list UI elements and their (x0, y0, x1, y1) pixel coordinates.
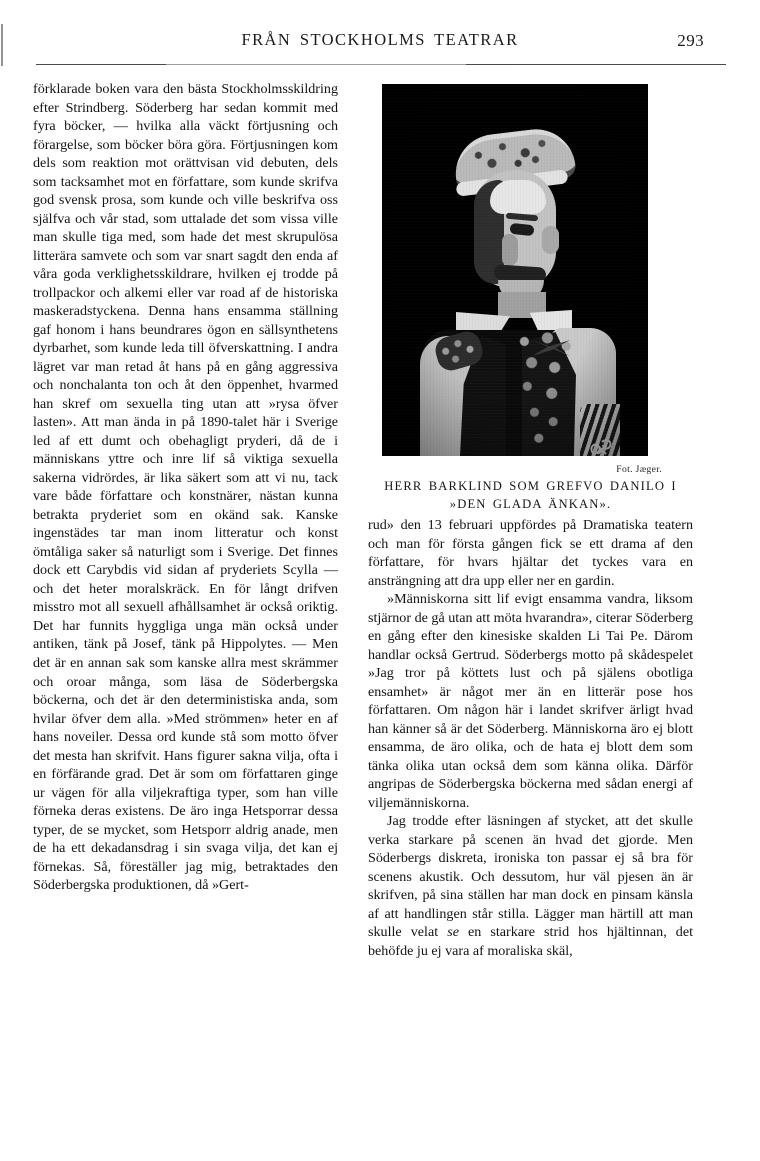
header-rule (36, 64, 726, 65)
running-head (34, 30, 726, 62)
paragraph: förklarade boken vara den bästa Stockholmsskildring efter Strindberg. Söderberg har sedan kommit med fyra böcker, — hvilka alla väckt förtjusning och förargelse, som böcker böra göra. Förtjusningen kom dels som reaktion mot orättvisan vid debuten, dels som tacksamhet mot en författare, som kunde skrifva god svensk prosa, som kunde och ville beskrifva oss själfva och vår stad, som uttalade det som vissa ville man skulle tiga med, som hade det mest skrupulösa litterära samvete och som var snart sagdt den enda af våra goda verklighetsskildrare, hvilken ej trodde på trollpackor och alkemi eller var road af de historiska maskeradstyckena. Denna hans ensamma ställning gaf honom i hans beundrares ögon en sällsynthetens dyrbarhet, som kunde leda till öfverskattning. I andra lägret var man retad åt hans på en gång aggressiva och nonchalanta ton och åt den öppenhet, hvarmed han skref om sexuella ting utan att »rysa öfver lasten». Att man ända in på 1890-talet här i Sverige led af ett dumt och obehagligt pryderi, då de i människans yttre och inre lif så viktiga sexuella sakerna vidrördes, är lika säkert som att vi nu, tack vare både författare och konstnärer, nästan kunna betrakta pryderiet som en okänd sak. Kanske ingenstädes tar man inom litteratur och konst ömtåliga saker så naturligt som i Sverige. Det finnes dock ett Carybdis vid sidan af pryderiets Scylla — och det heter moralskräck. En för långt drifven misstro mot all sexuell afhållsamhet är också oriktig. Det har funnits hyggliga unga män också under antiken, tänk på Josef, tänk på Hippolytes. — Men det är en annan sak som kanske allra mest skrämmer och oroar många, som läsa de Söderbergska böckerna, och det är den deterministiska anda, som hvilar öfver dem alla. »Med strömmen» heter en af hans noveiler. Dessa ord kunde stå som motto öfver det mesta han skrifvit. Hans figurer sakna vilja, ofta i en förfärande grad. Det är som om författaren ginge ur vägen för alla viljekraftiga typer, som han ville förneka deras existens. De äro inga Hetsporrar dessa typer, de se mycket, som Hetsporr aldrig anade, men de ha ett dekadansdrag i sin svaga vilja, det kan ej förnekas. Så, föreställer jag mig, betraktades den Söderbergska produktionen, då »Gert- (33, 81, 338, 894)
running-head-title: FRÅN STOCKHOLMS TEATRAR (241, 30, 519, 49)
paragraph-with-emphasis (368, 812, 693, 960)
body-text-right-column (368, 516, 693, 960)
figure-caption (368, 478, 693, 513)
caption-line-1: HERR BARKLIND SOM GREFVO DANILO I (384, 479, 677, 493)
emphasis-word: se (447, 924, 459, 941)
paragraph-text-pre: Jag trodde efter läsningen af stycket, att det skulle verka starkare på scenen än hvad det gjorde. Men Söderbergs diskreta, ironiska ton passar ej så bra för scenens akustik. Och dessutom, hur väl pjesen än är skrifven, på sina ställen har man dock en pinsam känsla af att handlingen står stilla. Lägger man härtill att man skulle velat (368, 813, 693, 941)
photo-vignette (382, 84, 648, 456)
portrait-photograph (382, 84, 648, 456)
caption-line-2: »DEN GLADA ÄNKAN». (449, 496, 612, 511)
page-number: 293 (677, 31, 704, 50)
page-edge-artifact (1, 24, 3, 66)
paragraph: rud» den 13 februari uppfördes på Dramatiska teatern och man för första gången fick se ett drama af den författare, för hvars hjältar det tyckes vara en ansträngning att dra upp eller ner en gardin. (368, 517, 693, 589)
paragraph-text-post: en starkare strid hos hjältinnan, det behöfde ju ej vara af moraliska skäl, (368, 924, 694, 959)
photo-credit: Fot. Jæger. (616, 464, 662, 475)
body-text-left-column (33, 80, 338, 895)
paragraph: »Människorna sitt lif evigt ensamma vandra, liksom stjärnor de gå utan att möta hvarandra», citerar Söderberg en gång efter den kinesiske skalden Li Tai Pe. Därom handlar också Gertrud. Söderbergs motto på skådespelet »Jag tror på köttets lust och på själens obotliga ensamhet» är något mer än en litterär pose hos författaren. Om någon här i landet skrifver ärligt hvad han känner så är det Söderberg. Människorna äro ej blott ensamma, de äro olika, och de hata ej blott dem som tänka olika utan också dem som känna olika. Därför angripas de Söderbergska böckerna med sådan energi af viljemänniskorna. (368, 591, 693, 811)
